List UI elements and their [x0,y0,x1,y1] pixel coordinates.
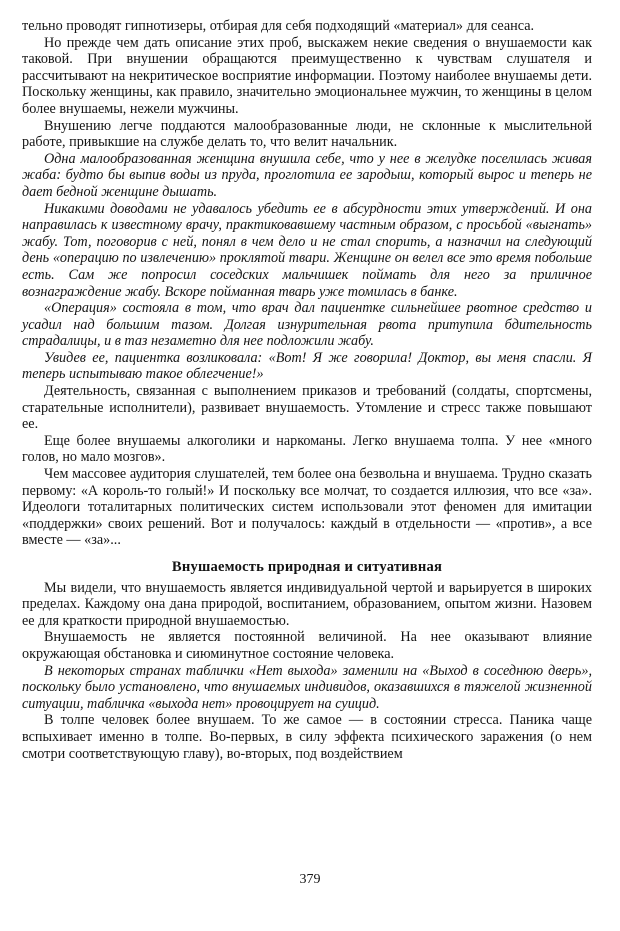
paragraph: В толпе человек более внушаем. То же самое — в состоянии стресса. Паника чаще вспыхивает именно в толпе. Во-первых, в силу эффекта психического заражения (о нем смотри соответствующую главу), во-вторых, под воздействием [22,712,592,762]
paragraph: Внушению легче поддаются малообразованные люди, не склонные к мыслительной работе, привыкшие на службе делать то, что велит начальник. [22,117,592,151]
paragraph: Деятельность, связанная с выполнением приказов и требований (солдаты, спортсмены, старательные исполнители), развивает внушаемость. Утомление и стресс также повышают ее. [22,383,592,433]
paragraph: тельно проводят гипнотизеры, отбирая для себя подходящий «материал» для сеанса. [22,18,535,34]
paragraph: Но прежде чем дать описание этих проб, выскажем некие сведения о внушаемости как таковой. При внушении обращаются преимущественно к чувствам слушателя и рассчитывают на некритическое восприятие информации. Поэтому наиболее внушаемы дети. Поскольку женщины, как правило, значительно эмоциональнее мужчин, то женщины в целом более внушаемы, нежели мужчины. [22,34,592,117]
italic-example-paragraph: В некоторых странах таблички «Нет выхода» заменили на «Выход в соседнюю дверь», поскольку было установлено, что внушаемых индивидов, оказавшихся в тяжелой жизненной ситуации, табличка «выхода нет» провоцирует на суицид. [22,662,592,712]
paragraph: Мы видели, что внушаемость является индивидуальной чертой и варьируется в широких пределах. Каждому она дана природой, воспитанием, образованием, опытом жизни. Назовем ее для краткости природной внушаемостью. [22,579,592,629]
paragraph: Чем массовее аудитория слушателей, тем более она безвольна и внушаема. Трудно сказать первому: «А король-то голый!» И поскольку все молчат, то создается иллюзия, что все «за». Идеологи тоталитарных политических систем использовали этот феномен для имитации «поддержки» своих решений. Вот и получалось: каждый в отдельности — «против», а все вместе — «за»... [22,466,592,549]
italic-example-paragraph: Увидев ее, пациентка возликовала: «Вот! Я же говорила! Доктор, вы меня спасли. Я теперь испытываю такое облегчение!» [22,349,592,383]
section-heading: Внушаемость природная и ситуативная [171,559,443,575]
page-number: 379 [299,872,321,887]
paragraphs-top [22,18,592,549]
paragraph: Еще более внушаемы алкоголики и наркоманы. Легко внушаема толпа. У нее «много голов, но мало мозгов». [22,432,592,466]
page-body [22,18,592,762]
italic-example-paragraph: Никакими доводами не удавалось убедить ее в абсурдности этих утверждений. И она направилась к известному врачу, практиковавшему частным образом, с просьбой «выгнать» жабу. Тот, поговорив с ней, понял в чем дело и не стал спорить, а назначил на следующий день «операцию по извлечению» проклятой твари. Женщине он велел все это время побольше есть. Сам же попросил соседских мальчишек поймать для него за приличное вознаграждение жабу. Вскоре пойманная тварь уже томилась в банке. [22,200,592,300]
italic-example-paragraph: Одна малообразованная женщина внушила себе, что у нее в желудке поселилась живая жаба: будто бы выпив воды из пруда, проглотила ее зародыш, который вырос и теперь не дает бедной женщине дышать. [22,150,592,200]
paragraph: Внушаемость не является постоянной величиной. На нее оказывают влияние окружающая обстановка и сиюминутное состояние человека. [22,629,592,662]
italic-example-paragraph: «Операция» состояла в том, что врач дал пациентке сильнейшее рвотное средство и усадил над большим тазом. Долгая изнурительная рвота притупила бдительность страдалицы, и в таз незаметно для нее подложили жабу. [22,300,592,350]
paragraphs-bottom [22,580,592,763]
